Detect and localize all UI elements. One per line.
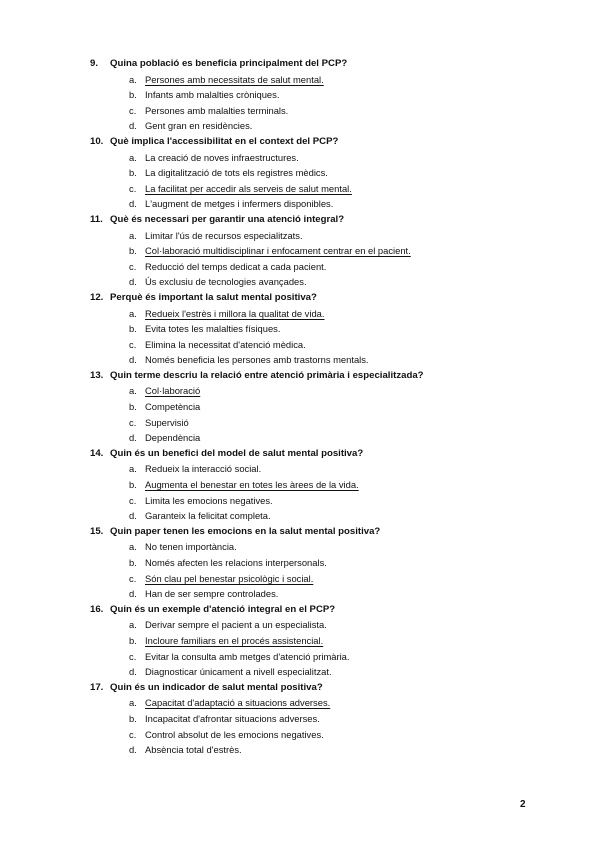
answer-option xyxy=(90,118,570,134)
answer-option xyxy=(90,508,570,524)
option-text: Control absolut de les emocions negatives. xyxy=(145,728,324,740)
option-letter: d. xyxy=(129,198,137,210)
question-block xyxy=(90,212,570,290)
answer-option xyxy=(90,228,570,244)
option-letter: c. xyxy=(129,572,137,584)
question-number: 11. xyxy=(90,213,103,225)
question-block xyxy=(90,680,570,758)
option-text: Només afecten les relacions interpersonals. xyxy=(145,557,327,568)
question-block xyxy=(90,134,570,212)
option-letter: c. xyxy=(129,338,137,350)
question-text: Quin paper tenen les emocions en la salut mental positiva? xyxy=(110,525,381,537)
option-text: Han de ser sempre controlades. xyxy=(145,588,279,600)
answer-option xyxy=(90,664,570,680)
question-text: Quin és un benefici del model de salut mental positiva? xyxy=(110,447,364,459)
question-text: Quin terme descriu la relació entre atenció primària i especialitzada? xyxy=(110,369,424,381)
answer-option xyxy=(90,742,570,758)
option-text: No tenen importància. xyxy=(145,541,237,553)
option-letter: b. xyxy=(129,712,137,724)
question-title xyxy=(90,602,570,618)
question-block xyxy=(90,56,570,134)
question-text: Perquè és important la salut mental positiva? xyxy=(110,291,317,303)
question-title xyxy=(90,134,570,150)
option-text: La creació de noves infraestructures. xyxy=(145,151,299,163)
option-letter: c. xyxy=(129,650,137,662)
option-text: Persones amb malalties terminals. xyxy=(145,104,289,116)
answer-option xyxy=(90,461,570,477)
answer-option xyxy=(90,477,570,493)
answer-option xyxy=(90,150,570,166)
answer-option xyxy=(90,352,570,368)
question-title xyxy=(90,290,570,306)
question-text: Què és necessari per garantir una atenció integral? xyxy=(110,213,345,225)
option-text-correct: Incloure familiars en el procés assistencial. xyxy=(145,634,324,646)
answer-option xyxy=(90,243,570,259)
answer-option xyxy=(90,321,570,337)
answer-option xyxy=(90,415,570,431)
option-letter: b. xyxy=(129,245,137,257)
question-number: 12. xyxy=(90,291,104,303)
option-letter: c. xyxy=(129,104,137,116)
question-block xyxy=(90,446,570,524)
answer-option xyxy=(90,539,570,555)
question-number: 17. xyxy=(90,681,104,693)
option-letter: d. xyxy=(129,120,137,132)
answer-option xyxy=(90,165,570,181)
answer-option xyxy=(90,337,570,353)
answer-option xyxy=(90,306,570,322)
question-title xyxy=(90,56,570,72)
question-list xyxy=(90,56,570,758)
option-text: Elimina la necessitat d'atenció mèdica. xyxy=(145,338,306,350)
question-number: 15. xyxy=(90,525,104,537)
option-text: Diagnosticar únicament a nivell especialitzat. xyxy=(145,666,332,678)
option-text: Dependència xyxy=(145,432,201,444)
question-block xyxy=(90,368,570,446)
option-text: Reducció del temps dedicat a cada pacient. xyxy=(145,260,327,272)
option-text: Redueix la interacció social. xyxy=(145,463,262,475)
option-letter: a. xyxy=(129,619,137,631)
option-letter: c. xyxy=(129,416,137,428)
question-number: 14. xyxy=(90,447,104,459)
answer-option xyxy=(90,695,570,711)
option-text: Derivar sempre el pacient a un especialista. xyxy=(145,619,327,631)
answer-option xyxy=(90,711,570,727)
option-text: Absència total d'estrès. xyxy=(145,744,242,756)
option-text: Infants amb malalties cròniques. xyxy=(145,89,280,101)
option-letter: a. xyxy=(129,463,137,475)
answer-option xyxy=(90,649,570,665)
option-letter: c. xyxy=(129,728,137,740)
option-letter: c. xyxy=(129,260,137,272)
question-text: Quin és un exemple d'atenció integral en el PCP? xyxy=(110,603,336,615)
option-text: Evitar la consulta amb metges d'atenció primària. xyxy=(145,650,350,662)
answer-option xyxy=(90,87,570,103)
option-letter: b. xyxy=(129,634,137,646)
question-title xyxy=(90,368,570,384)
option-text-correct: Redueix l'estrès i millora la qualitat de vida. xyxy=(145,307,325,319)
option-text: Limita les emocions negatives. xyxy=(145,494,273,506)
answer-option xyxy=(90,633,570,649)
page-number: 2 xyxy=(520,799,526,810)
option-text-correct: Augmenta el benestar en totes les àrees de la vida. xyxy=(145,479,359,491)
option-letter: d. xyxy=(129,432,137,444)
answer-option xyxy=(90,617,570,633)
option-text: L'augment de metges i infermers disponibles. xyxy=(145,198,334,210)
option-text: La digitalització de tots els registres mèdics. xyxy=(145,167,328,179)
option-letter: d. xyxy=(129,510,137,522)
question-title xyxy=(90,446,570,462)
option-letter: c. xyxy=(129,182,137,194)
option-letter: b. xyxy=(129,323,137,335)
option-letter: a. xyxy=(129,385,137,397)
option-text-correct: La facilitat per accedir als serveis de salut mental. xyxy=(145,182,352,194)
answer-option xyxy=(90,259,570,275)
option-letter: a. xyxy=(129,151,137,163)
question-number: 13. xyxy=(90,369,104,381)
option-text: Incapacitat d'afrontar situacions adverses. xyxy=(145,712,320,724)
answer-option xyxy=(90,383,570,399)
question-text: Què implica l'accessibilitat en el context del PCP? xyxy=(110,135,339,147)
option-letter: a. xyxy=(129,307,137,319)
option-text: Evita totes les malalties físiques. xyxy=(145,323,281,335)
answer-option xyxy=(90,555,570,571)
option-letter: d. xyxy=(129,276,137,288)
option-text: Garanteix la felicitat completa. xyxy=(145,510,271,522)
option-text: Limitar l'ús de recursos especialitzats. xyxy=(145,229,303,241)
option-text-correct: Són clau pel benestar psicològic i social. xyxy=(145,572,314,584)
option-letter: c. xyxy=(129,494,137,506)
answer-option xyxy=(90,103,570,119)
option-letter: b. xyxy=(129,167,137,179)
option-text-correct: Col·laboració xyxy=(145,385,201,397)
option-letter: d. xyxy=(129,666,137,678)
answer-option xyxy=(90,274,570,290)
answer-option xyxy=(90,493,570,509)
option-letter: a. xyxy=(129,541,137,553)
answer-option xyxy=(90,181,570,197)
question-title xyxy=(90,524,570,540)
option-letter: a. xyxy=(129,229,137,241)
answer-option xyxy=(90,571,570,587)
question-text: Quina població es beneficia principalment del PCP? xyxy=(110,58,348,69)
answer-option xyxy=(90,196,570,212)
option-letter: b. xyxy=(129,401,137,413)
question-number: 9. xyxy=(90,58,99,69)
option-letter: b. xyxy=(129,89,137,101)
question-block xyxy=(90,602,570,680)
question-title xyxy=(90,680,570,696)
option-text: Supervisió xyxy=(145,416,189,428)
answer-option xyxy=(90,72,570,88)
option-text-correct: Col·laboració multidisciplinar i enfocament centrar en el pacient. xyxy=(145,245,411,257)
option-letter: a. xyxy=(129,697,137,709)
answer-option xyxy=(90,399,570,415)
question-text: Quin és un indicador de salut mental positiva? xyxy=(110,681,323,693)
option-letter: a. xyxy=(129,73,137,85)
answer-option xyxy=(90,727,570,743)
option-text: Només beneficia les persones amb trastorns mentals. xyxy=(145,354,369,366)
option-text-correct: Capacitat d'adaptació a situacions adverses. xyxy=(145,697,331,709)
option-letter: b. xyxy=(129,557,137,568)
option-text: Ús exclusiu de tecnologies avançades. xyxy=(145,276,307,288)
option-letter: d. xyxy=(129,744,137,756)
question-number: 16. xyxy=(90,603,104,615)
answer-option xyxy=(90,430,570,446)
question-block xyxy=(90,290,570,368)
question-title xyxy=(90,212,570,228)
option-letter: b. xyxy=(129,479,137,491)
answer-option xyxy=(90,586,570,602)
question-block xyxy=(90,524,570,602)
option-letter: d. xyxy=(129,588,137,600)
option-text: Competència xyxy=(145,401,201,413)
option-text-correct: Persones amb necessitats de salut mental. xyxy=(145,73,324,85)
option-text: Gent gran en residències. xyxy=(145,120,253,132)
option-letter: d. xyxy=(129,354,137,366)
question-number: 10. xyxy=(90,135,104,147)
